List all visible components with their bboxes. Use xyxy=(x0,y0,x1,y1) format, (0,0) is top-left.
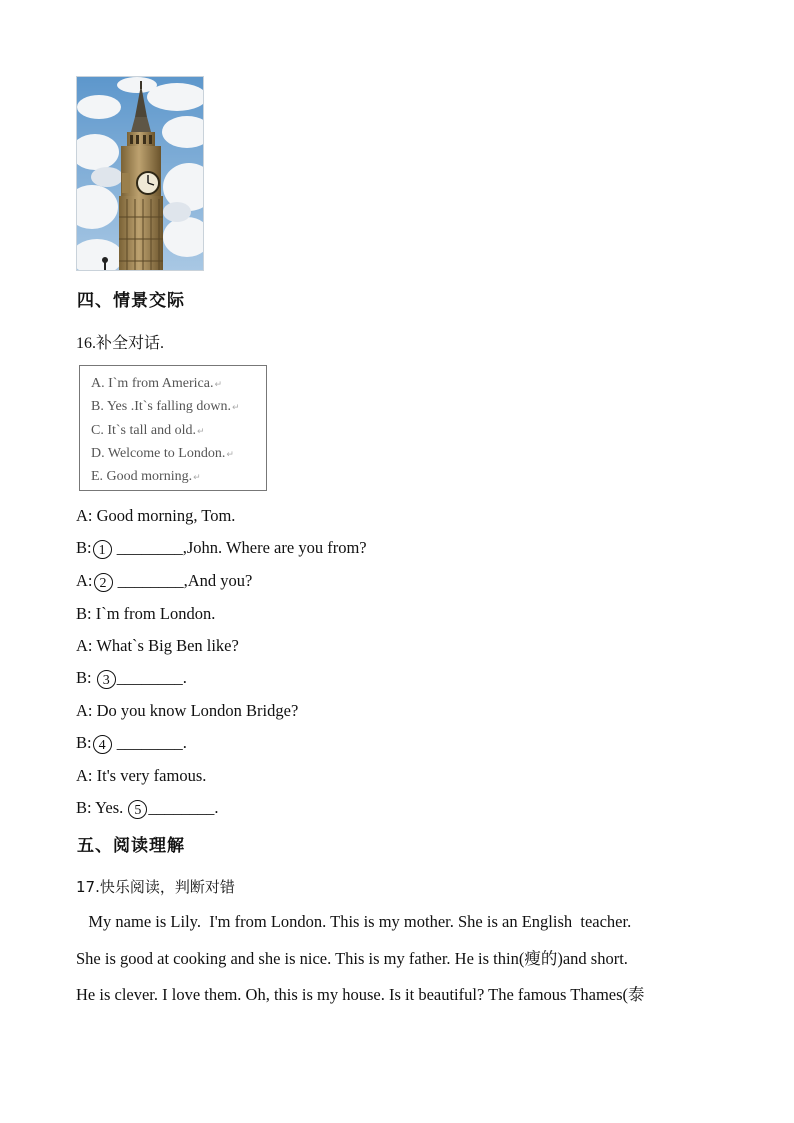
dialogue-text: ________. xyxy=(148,798,219,817)
dialogue-line-4 xyxy=(76,604,215,624)
dialogue-line-2 xyxy=(76,538,367,559)
speaker-label: B: Yes. xyxy=(76,798,128,817)
dialogue-text: ________,John. Where are you from? xyxy=(112,538,367,557)
dialogue-line-10 xyxy=(76,798,219,819)
dialogue-text: A: What`s Big Ben like? xyxy=(76,636,239,655)
speaker-label: B: xyxy=(76,668,96,687)
dialogue-text: ________,And you? xyxy=(113,571,253,590)
option-e: E. Good morning. ↵ xyxy=(91,466,266,489)
speaker-label: A: xyxy=(76,571,93,590)
dialogue-line-9 xyxy=(76,766,206,786)
question-16-prompt: 16.补全对话. xyxy=(76,335,165,352)
dialogue-line-6 xyxy=(76,668,187,689)
dialogue-line-7 xyxy=(76,701,298,721)
blank-number-badge: 3 xyxy=(97,670,116,689)
section-5-title: 五、阅读理解 xyxy=(77,836,185,856)
dialogue-text: ________. xyxy=(112,733,187,752)
speaker-label: B: xyxy=(76,733,92,752)
dialogue-text: B: I`m from London. xyxy=(76,604,216,623)
question-17-prompt: 17.快乐阅读，判断对错 xyxy=(76,878,235,896)
dialogue-text: ________. xyxy=(116,668,187,687)
dialogue-text: A: Good morning, Tom. xyxy=(76,506,236,525)
dialogue-line-1 xyxy=(76,506,235,526)
passage-line-2: She is good at cooking and she is nice. This is my father. He is thin(瘦的)and short. xyxy=(76,949,628,968)
option-a: A. I`m from America. ↵ xyxy=(91,373,266,396)
big-ben-photo xyxy=(76,76,204,271)
dialogue-line-3 xyxy=(76,571,252,592)
blank-number-badge: 2 xyxy=(94,573,113,592)
dialogue-line-8 xyxy=(76,733,187,754)
option-b: B. Yes .It`s falling down. ↵ xyxy=(91,396,266,419)
option-c: C. It`s tall and old. ↵ xyxy=(91,420,266,443)
dialogue-text: A: Do you know London Bridge? xyxy=(76,701,299,720)
option-d: D. Welcome to London. ↵ xyxy=(91,443,266,466)
blank-number-badge: 4 xyxy=(93,735,112,754)
passage-line-3: He is clever. I love them. Oh, this is my house. Is it beautiful? The famous Thames(泰 xyxy=(76,985,645,1004)
blank-number-badge: 1 xyxy=(93,540,112,559)
section-4-title: 四、情景交际 xyxy=(77,291,185,311)
options-box xyxy=(79,365,267,491)
dialogue-line-5 xyxy=(76,636,239,656)
speaker-label: B: xyxy=(76,538,92,557)
passage-line-1: My name is Lily. I'm from London. This is my mother. She is an English teacher. xyxy=(76,912,632,931)
blank-number-badge: 5 xyxy=(128,800,147,819)
dialogue-text: A: It's very famous. xyxy=(76,766,207,785)
